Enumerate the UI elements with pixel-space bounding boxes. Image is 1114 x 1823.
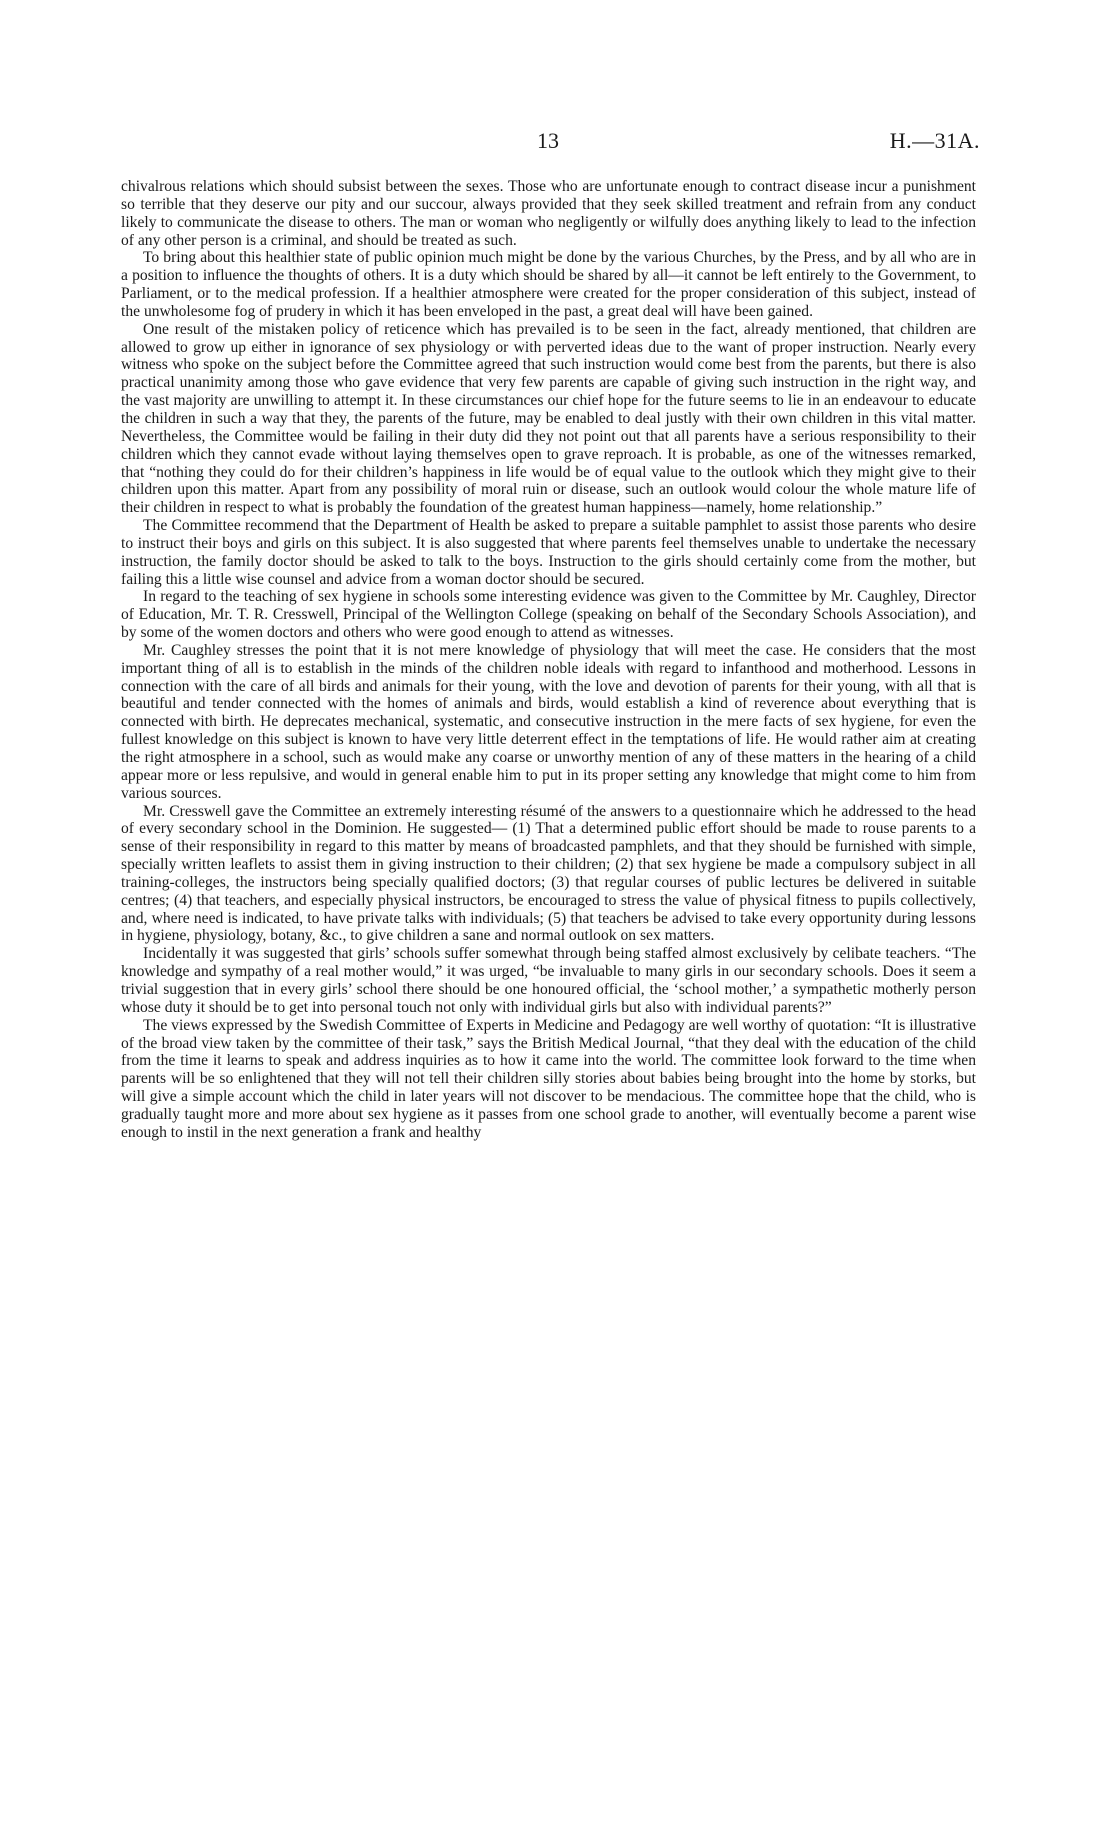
paragraph-1: chivalrous relations which should subsist between the sexes. Those who are unfortunate enough to contract disease incur a punishment so terrible that they deserve our pity and our succour, always provided that they seek skilled treatment and refrain from any conduct likely to communicate the disease to others. The man or woman who negligently or wilfully does anything likely to lead to the infection of any other person is a criminal, and should be treated as such. [121, 178, 976, 249]
paragraph-9: The views expressed by the Swedish Committee of Experts in Medicine and Pedagogy are well worthy of quotation: “It is illustrative of the broad view taken by the committee of their task,” says the British Medical Journal, “that they deal with the education of the child from the time it learns to speak and address inquiries as to how it came into the world. The committee look forward to the time when parents will be so enlightened that they will not tell their children silly stories about babies being brought into the home by storks, but will give a simple account which the child in later years will not discover to be mendacious. The committee hope that the child, who is gradually taught more and more about sex hygiene as it passes from one school grade to another, will eventually become a parent wise enough to instil in the next generation a frank and healthy [121, 1016, 976, 1141]
page-header [116, 128, 980, 162]
paragraph-8: Incidentally it was suggested that girls’ schools suffer somewhat through being staffed almost exclusively by celibate teachers. “The knowledge and sympathy of a real mother would,” it was urged, “be invaluable to many girls in our secondary schools. Does it seem a trivial suggestion that in every girls’ school there should be one honoured official, the ‘school mother,’ a sympathetic motherly person whose duty it should be to get into personal touch not only with individual girls but also with individual parents?” [121, 945, 976, 1016]
paragraph-7: Mr. Cresswell gave the Committee an extremely interesting résumé of the answers to a questionnaire which he addressed to the head of every secondary school in the Dominion. He suggested— (1) That a determined public effort should be made to rouse parents to a sense of their responsibility in regard to this matter by means of broadcasted pamphlets, and that they should be furnished with simple, specially written leaflets to assist them in giving instruction to their children; (2) that sex hygiene be made a compulsory subject in all training-colleges, the instructors being specially qualified doctors; (3) that regular courses of public lectures be delivered in suitable centres; (4) that teachers, and especially physical instructors, be encouraged to stress the value of physical fitness to pupils collectively, and, where need is indicated, to have private talks with individuals; (5) that teachers be advised to take every opportunity during lessons in hygiene, physiology, botany, &c., to give children a sane and normal outlook on sex matters. [121, 802, 976, 945]
paragraph-5: In regard to the teaching of sex hygiene in schools some interesting evidence was given to the Committee by Mr. Caughley, Director of Education, Mr. T. R. Cresswell, Principal of the Wellington College (speaking on behalf of the Secondary Schools Association), and by some of the women doctors and others who were good enough to attend as witnesses. [121, 588, 976, 642]
document-reference: H.—31A. [889, 128, 980, 153]
paragraph-2: To bring about this healthier state of public opinion much might be done by the various Churches, by the Press, and by all who are in a position to influence the thoughts of others. It is a duty which should be shared by all—it cannot be left entirely to the Government, to Parliament, or to the medical profession. If a healthier atmosphere were created for the proper consideration of this subject, instead of the unwholesome fog of prudery in which it has been enveloped in the past, a great deal will have been gained. [121, 249, 976, 320]
paragraph-4: The Committee recommend that the Department of Health be asked to prepare a suitable pamphlet to assist those parents who desire to instruct their boys and girls on this subject. It is also suggested that where parents feel themselves unable to undertake the necessary instruction, the family doctor should be asked to talk to the boys. Instruction to the girls should certainly come from the mother, but failing this a little wise counsel and advice from a woman doctor should be secured. [121, 517, 976, 588]
paragraph-6: Mr. Caughley stresses the point that it is not mere knowledge of physiology that will meet the case. He considers that the most important thing of all is to establish in the minds of the children noble ideals with regard to infanthood and motherhood. Lessons in connection with the care of all birds and animals for their young, with the love and devotion of parents for their young, with all that is beautiful and tender connected with the homes of animals and birds, would establish a kind of reverence about everything that is connected with birth. He deprecates mechanical, systematic, and consecutive instruction in the mere facts of sex hygiene, for even the fullest knowledge on this subject is known to have very little deterrent effect in the temptations of life. He would rather aim at creating the right atmosphere in a school, such as would make any coarse or unworthy mention of any of these matters in the hearing of a child appear more or less repulsive, and would in general enable him to put in its proper setting any knowledge that might come to him from various sources. [121, 641, 976, 802]
body-text [121, 178, 976, 1142]
page-number: 13 [537, 128, 559, 153]
paragraph-3: One result of the mistaken policy of reticence which has prevailed is to be seen in the fact, already mentioned, that children are allowed to grow up either in ignorance of sex physiology or with perverted ideas due to the want of proper instruction. Nearly every witness who spoke on the subject before the Committee agreed that such instruction would come best from the parents, but there is also practical unanimity among those who gave evidence that very few parents are capable of giving such instruction in the right way, and the vast majority are unwilling to attempt it. In these circumstances our chief hope for the future seems to lie in an endeavour to educate the children in such a way that they, the parents of the future, may be enabled to deal justly with their own children in this vital matter. Nevertheless, the Committee would be failing in their duty did they not point out that all parents have a serious responsibility to their children which they cannot evade without laying themselves open to grave reproach. It is probable, as one of the witnesses remarked, that “nothing they could do for their children’s happiness in life would be of equal value to the outlook which they might give to their children upon this matter. Apart from any possibility of moral ruin or disease, such an outlook would colour the whole mature life of their children in respect to what is probably the foundation of the greatest human happiness—namely, home relationship.” [121, 320, 976, 517]
